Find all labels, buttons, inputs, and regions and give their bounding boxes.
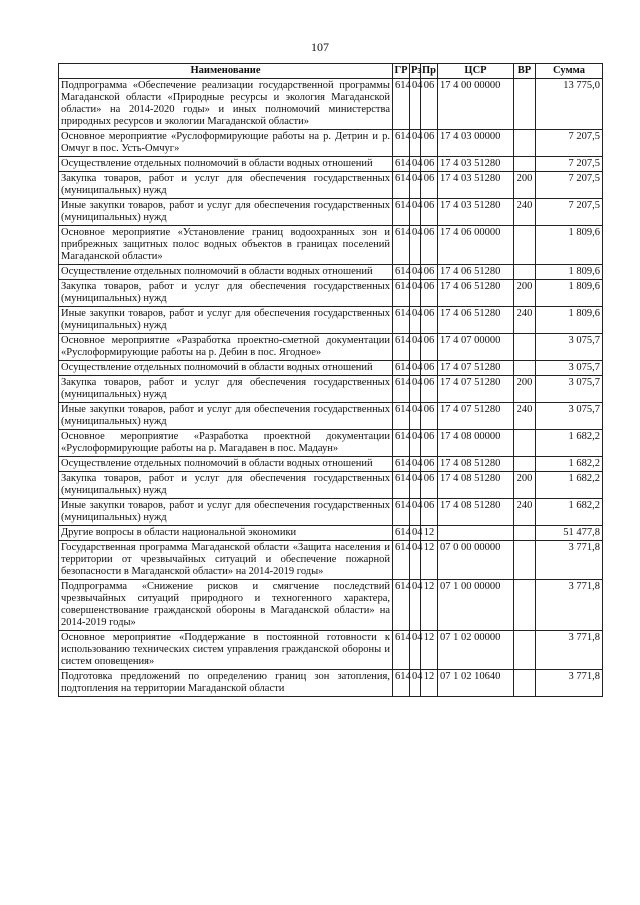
cell-vr: [514, 430, 536, 457]
header-pr: Пр: [421, 64, 438, 79]
cell-rz: 04: [410, 526, 421, 541]
cell-rz: 04: [410, 541, 421, 580]
cell-csr: 17 4 06 51280: [438, 307, 514, 334]
cell-rz: 04: [410, 307, 421, 334]
cell-vr: [514, 670, 536, 697]
cell-rz: 04: [410, 670, 421, 697]
cell-rz: 04: [410, 499, 421, 526]
table-row: [59, 670, 603, 697]
table-row: [59, 334, 603, 361]
cell-csr: 17 4 07 51280: [438, 376, 514, 403]
cell-pr: 06: [421, 403, 438, 430]
table-row: [59, 172, 603, 199]
header-rz: Рз: [410, 64, 421, 79]
cell-name: Основное мероприятие «Разработка проектной документации «Руслоформирующие работы на р. Магадавен в пос. Мадаун»: [59, 430, 393, 457]
cell-name: Подпрограмма «Снижение рисков и смягчение последствий чрезвычайных ситуаций природного и техногенного характера, совершенствование гражданской обороны в Магаданской области» на 2014-2019 годы»: [59, 580, 393, 631]
cell-name: Осуществление отдельных полномочий в области водных отношений: [59, 457, 393, 472]
cell-rz: 04: [410, 334, 421, 361]
cell-rz: 04: [410, 403, 421, 430]
cell-pr: 06: [421, 226, 438, 265]
cell-vr: [514, 580, 536, 631]
cell-pr: 06: [421, 265, 438, 280]
cell-gr: 614: [393, 541, 410, 580]
table-row: [59, 307, 603, 334]
cell-pr: 06: [421, 172, 438, 199]
cell-sum: 3 771,8: [536, 541, 603, 580]
cell-gr: 614: [393, 226, 410, 265]
cell-sum: 1 682,2: [536, 472, 603, 499]
header-csr: ЦСР: [438, 64, 514, 79]
cell-sum: 51 477,8: [536, 526, 603, 541]
cell-csr: 07 1 02 00000: [438, 631, 514, 670]
cell-csr: 17 4 03 00000: [438, 130, 514, 157]
cell-gr: 614: [393, 130, 410, 157]
cell-vr: 200: [514, 376, 536, 403]
cell-gr: 614: [393, 265, 410, 280]
cell-pr: 06: [421, 430, 438, 457]
cell-gr: 614: [393, 376, 410, 403]
cell-sum: 1 682,2: [536, 430, 603, 457]
cell-pr: 12: [421, 580, 438, 631]
cell-pr: 06: [421, 472, 438, 499]
cell-gr: 614: [393, 430, 410, 457]
cell-csr: 07 1 00 00000: [438, 580, 514, 631]
cell-name: Закупка товаров, работ и услуг для обеспечения государственных (муниципальных) нужд: [59, 172, 393, 199]
cell-vr: 240: [514, 307, 536, 334]
cell-csr: 17 4 06 00000: [438, 226, 514, 265]
table-row: [59, 265, 603, 280]
table-row: [59, 472, 603, 499]
cell-rz: 04: [410, 376, 421, 403]
cell-csr: 17 4 03 51280: [438, 157, 514, 172]
table-row: [59, 541, 603, 580]
cell-sum: 3 075,7: [536, 403, 603, 430]
table-row: [59, 226, 603, 265]
cell-vr: 200: [514, 280, 536, 307]
cell-csr: 17 4 00 00000: [438, 79, 514, 130]
cell-sum: 3 771,8: [536, 670, 603, 697]
cell-pr: 12: [421, 526, 438, 541]
cell-sum: 7 207,5: [536, 130, 603, 157]
cell-rz: 04: [410, 361, 421, 376]
cell-gr: 614: [393, 280, 410, 307]
cell-pr: 06: [421, 334, 438, 361]
cell-csr: 17 4 06 51280: [438, 265, 514, 280]
cell-sum: 3 771,8: [536, 631, 603, 670]
cell-rz: 04: [410, 457, 421, 472]
cell-rz: 04: [410, 157, 421, 172]
cell-sum: 1 809,6: [536, 265, 603, 280]
budget-table: [58, 63, 603, 697]
cell-pr: 06: [421, 79, 438, 130]
cell-pr: 06: [421, 307, 438, 334]
cell-name: Осуществление отдельных полномочий в области водных отношений: [59, 157, 393, 172]
cell-gr: 614: [393, 157, 410, 172]
cell-pr: 06: [421, 376, 438, 403]
cell-rz: 04: [410, 580, 421, 631]
cell-name: Государственная программа Магаданской области «Защита населения и территории от чрезвычайных ситуаций и обеспечение пожарной безопасности в Магаданской области» на 2014-2019 годы»: [59, 541, 393, 580]
cell-csr: 07 1 02 10640: [438, 670, 514, 697]
cell-sum: 1 809,6: [536, 226, 603, 265]
table-row: [59, 79, 603, 130]
cell-pr: 06: [421, 361, 438, 376]
table-row: [59, 430, 603, 457]
cell-rz: 04: [410, 172, 421, 199]
cell-gr: 614: [393, 307, 410, 334]
header-name: Наименование: [59, 64, 393, 79]
cell-csr: 17 4 07 00000: [438, 334, 514, 361]
cell-rz: 04: [410, 130, 421, 157]
cell-sum: 7 207,5: [536, 199, 603, 226]
cell-gr: 614: [393, 334, 410, 361]
cell-sum: 3 771,8: [536, 580, 603, 631]
cell-pr: 12: [421, 670, 438, 697]
cell-vr: [514, 361, 536, 376]
cell-vr: [514, 631, 536, 670]
table-body: [59, 79, 603, 697]
cell-vr: [514, 130, 536, 157]
cell-sum: 3 075,7: [536, 361, 603, 376]
cell-name: Иные закупки товаров, работ и услуг для обеспечения государственных (муниципальных) нужд: [59, 199, 393, 226]
cell-csr: [438, 526, 514, 541]
cell-gr: 614: [393, 499, 410, 526]
cell-csr: 17 4 08 51280: [438, 499, 514, 526]
cell-sum: 1 809,6: [536, 280, 603, 307]
cell-sum: 7 207,5: [536, 172, 603, 199]
table-row: [59, 130, 603, 157]
cell-gr: 614: [393, 526, 410, 541]
cell-sum: 1 809,6: [536, 307, 603, 334]
cell-gr: 614: [393, 631, 410, 670]
table-row: [59, 580, 603, 631]
cell-gr: 614: [393, 403, 410, 430]
cell-name: Закупка товаров, работ и услуг для обеспечения государственных (муниципальных) нужд: [59, 376, 393, 403]
cell-name: Основное мероприятие «Поддержание в постоянной готовности к использованию технических систем управления гражданской обороны и систем оповещения»: [59, 631, 393, 670]
cell-name: Иные закупки товаров, работ и услуг для обеспечения государственных (муниципальных) нужд: [59, 499, 393, 526]
page-number: 107: [311, 40, 329, 54]
cell-rz: 04: [410, 79, 421, 130]
cell-pr: 12: [421, 631, 438, 670]
cell-gr: 614: [393, 670, 410, 697]
cell-vr: [514, 526, 536, 541]
cell-gr: 614: [393, 79, 410, 130]
table-row: [59, 199, 603, 226]
cell-csr: 17 4 07 51280: [438, 403, 514, 430]
cell-csr: 17 4 03 51280: [438, 172, 514, 199]
cell-sum: 3 075,7: [536, 376, 603, 403]
table-row: [59, 526, 603, 541]
cell-sum: 13 775,0: [536, 79, 603, 130]
table-row: [59, 280, 603, 307]
cell-name: Другие вопросы в области национальной экономики: [59, 526, 393, 541]
cell-pr: 06: [421, 280, 438, 307]
header-gr: ГР: [393, 64, 410, 79]
cell-name: Закупка товаров, работ и услуг для обеспечения государственных (муниципальных) нужд: [59, 280, 393, 307]
table-row: [59, 499, 603, 526]
cell-rz: 04: [410, 226, 421, 265]
cell-csr: 07 0 00 00000: [438, 541, 514, 580]
cell-csr: 17 4 08 51280: [438, 472, 514, 499]
cell-csr: 17 4 07 51280: [438, 361, 514, 376]
cell-gr: 614: [393, 580, 410, 631]
cell-pr: 06: [421, 130, 438, 157]
cell-vr: [514, 157, 536, 172]
cell-rz: 04: [410, 430, 421, 457]
table-row: [59, 376, 603, 403]
table-row: [59, 157, 603, 172]
cell-pr: 06: [421, 157, 438, 172]
cell-rz: 04: [410, 280, 421, 307]
cell-rz: 04: [410, 631, 421, 670]
cell-vr: 200: [514, 172, 536, 199]
cell-csr: 17 4 08 00000: [438, 430, 514, 457]
cell-vr: [514, 541, 536, 580]
cell-vr: 240: [514, 499, 536, 526]
cell-vr: [514, 457, 536, 472]
cell-csr: 17 4 06 51280: [438, 280, 514, 307]
cell-vr: [514, 226, 536, 265]
cell-sum: 3 075,7: [536, 334, 603, 361]
cell-gr: 614: [393, 472, 410, 499]
cell-name: Подготовка предложений по определению границ зон затопления, подтопления на территории Магаданской области: [59, 670, 393, 697]
cell-pr: 06: [421, 499, 438, 526]
header-vr: ВР: [514, 64, 536, 79]
cell-sum: 1 682,2: [536, 457, 603, 472]
cell-rz: 04: [410, 472, 421, 499]
cell-name: Иные закупки товаров, работ и услуг для обеспечения государственных (муниципальных) нужд: [59, 307, 393, 334]
cell-name: Закупка товаров, работ и услуг для обеспечения государственных (муниципальных) нужд: [59, 472, 393, 499]
cell-sum: 1 682,2: [536, 499, 603, 526]
cell-vr: 240: [514, 199, 536, 226]
table-header: [59, 64, 603, 79]
cell-gr: 614: [393, 199, 410, 226]
cell-gr: 614: [393, 361, 410, 376]
cell-name: Осуществление отдельных полномочий в области водных отношений: [59, 361, 393, 376]
cell-name: Осуществление отдельных полномочий в области водных отношений: [59, 265, 393, 280]
cell-vr: [514, 334, 536, 361]
cell-vr: [514, 79, 536, 130]
table-row: [59, 631, 603, 670]
cell-rz: 04: [410, 199, 421, 226]
cell-gr: 614: [393, 457, 410, 472]
cell-name: Иные закупки товаров, работ и услуг для обеспечения государственных (муниципальных) нужд: [59, 403, 393, 430]
cell-csr: 17 4 08 51280: [438, 457, 514, 472]
cell-vr: 200: [514, 472, 536, 499]
table-row: [59, 403, 603, 430]
cell-pr: 06: [421, 199, 438, 226]
cell-name: Основное мероприятие «Установление границ водоохранных зон и прибрежных защитных полос водных объектов в границах поселений Магаданской области»: [59, 226, 393, 265]
cell-rz: 04: [410, 265, 421, 280]
cell-sum: 7 207,5: [536, 157, 603, 172]
cell-vr: [514, 265, 536, 280]
cell-csr: 17 4 03 51280: [438, 199, 514, 226]
cell-gr: 614: [393, 172, 410, 199]
table-row: [59, 361, 603, 376]
cell-vr: 240: [514, 403, 536, 430]
cell-name: Подпрограмма «Обеспечение реализации государственной программы Магаданской области «Природные ресурсы и экология Магаданской области» на 2014-2020 годы» и иных полномочий министерства природных ресурсов и экологии Магаданской области»: [59, 79, 393, 130]
cell-pr: 06: [421, 457, 438, 472]
table-row: [59, 457, 603, 472]
cell-pr: 12: [421, 541, 438, 580]
header-sum: Сумма: [536, 64, 603, 79]
cell-name: Основное мероприятие «Разработка проектно-сметной документации «Руслоформирующие работы на р. Дебин в пос. Ягодное»: [59, 334, 393, 361]
cell-name: Основное мероприятие «Руслоформирующие работы на р. Детрин и р. Омчуг в пос. Усть-Омчуг»: [59, 130, 393, 157]
